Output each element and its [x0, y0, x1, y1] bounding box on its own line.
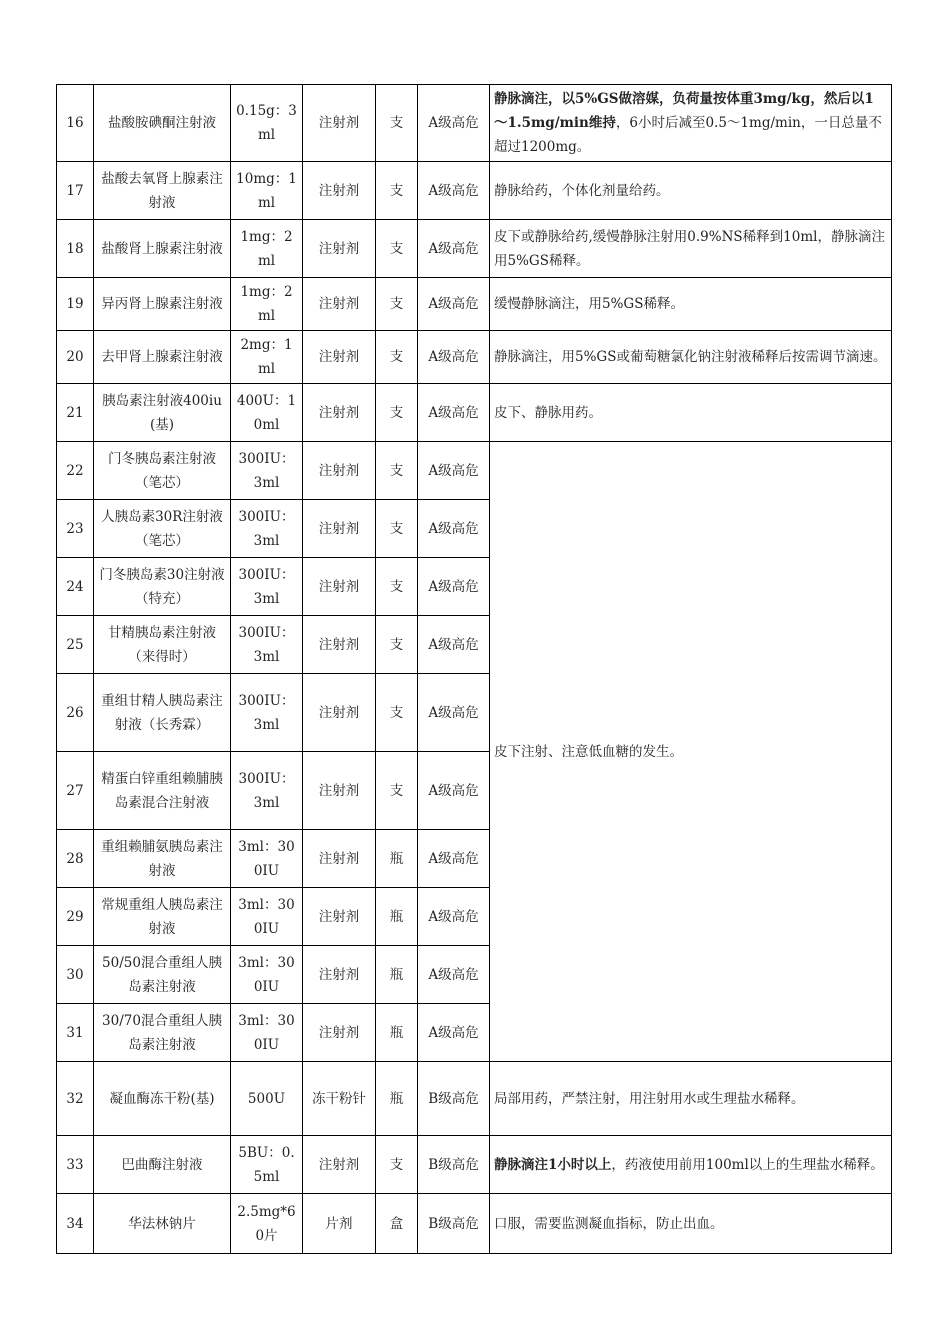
- dosage-form-cell: 注射剂: [303, 1136, 376, 1194]
- row-number-cell: 32: [57, 1062, 94, 1136]
- drug-name-cell: 异丙肾上腺素注射液: [94, 278, 231, 331]
- risk-level-cell: B级高危: [418, 1062, 490, 1136]
- package-unit-cell: 支: [376, 500, 418, 558]
- usage-note-cell: [490, 1136, 892, 1194]
- table-row: [57, 442, 892, 500]
- row-number-cell: 18: [57, 220, 94, 278]
- dosage-form-cell: 注射剂: [303, 830, 376, 888]
- usage-note-cell: [490, 162, 892, 220]
- package-unit-cell: 支: [376, 278, 418, 331]
- risk-level-cell: B级高危: [418, 1194, 490, 1254]
- table-body: [57, 85, 892, 1254]
- table-row: [57, 162, 892, 220]
- drug-name-cell: 精蛋白锌重组赖脯胰岛素混合注射液: [94, 752, 231, 830]
- usage-note-text: ，6小时后减至0.5～1mg/min，一日总量不超过1200mg。: [494, 115, 882, 155]
- risk-level-cell: A级高危: [418, 830, 490, 888]
- package-unit-cell: 支: [376, 220, 418, 278]
- usage-note-cell: [490, 1194, 892, 1254]
- drug-name-cell: 胰岛素注射液400iu(基): [94, 384, 231, 442]
- usage-note-text: 静脉滴注，用5%GS或葡萄糖氯化钠注射液稀释后按需调节滴速。: [494, 349, 887, 365]
- package-unit-cell: 瓶: [376, 1062, 418, 1136]
- usage-note-cell: [490, 331, 892, 384]
- table-row: [57, 384, 892, 442]
- package-unit-cell: 瓶: [376, 830, 418, 888]
- package-unit-cell: 支: [376, 162, 418, 220]
- row-number-cell: 20: [57, 331, 94, 384]
- package-unit-cell: 支: [376, 442, 418, 500]
- row-number-cell: 28: [57, 830, 94, 888]
- dosage-form-cell: 注射剂: [303, 888, 376, 946]
- drug-name-cell: 常规重组人胰岛素注射液: [94, 888, 231, 946]
- drug-spec-cell: 300IU：3ml: [231, 558, 303, 616]
- table-row: [57, 220, 892, 278]
- drug-spec-cell: 3ml：300IU: [231, 888, 303, 946]
- dosage-form-cell: 注射剂: [303, 946, 376, 1004]
- package-unit-cell: 支: [376, 616, 418, 674]
- risk-level-cell: A级高危: [418, 162, 490, 220]
- row-number-cell: 21: [57, 384, 94, 442]
- row-number-cell: 30: [57, 946, 94, 1004]
- drug-name-cell: 盐酸胺碘酮注射液: [94, 85, 231, 162]
- package-unit-cell: 瓶: [376, 888, 418, 946]
- drug-spec-cell: 500U: [231, 1062, 303, 1136]
- table-row: [57, 1136, 892, 1194]
- drug-spec-cell: 0.15g：3ml: [231, 85, 303, 162]
- dosage-form-cell: 注射剂: [303, 752, 376, 830]
- table-row: [57, 331, 892, 384]
- dosage-form-cell: 注射剂: [303, 674, 376, 752]
- usage-note-text: 静脉给药，个体化剂量给药。: [494, 182, 670, 199]
- drug-spec-cell: 3ml：300IU: [231, 946, 303, 1004]
- package-unit-cell: 支: [376, 558, 418, 616]
- row-number-cell: 23: [57, 500, 94, 558]
- risk-level-cell: A级高危: [418, 616, 490, 674]
- risk-level-cell: A级高危: [418, 331, 490, 384]
- dosage-form-cell: 注射剂: [303, 162, 376, 220]
- row-number-cell: 22: [57, 442, 94, 500]
- drug-spec-cell: 1mg：2ml: [231, 220, 303, 278]
- drug-spec-cell: 10mg：1ml: [231, 162, 303, 220]
- risk-level-cell: A级高危: [418, 500, 490, 558]
- dosage-form-cell: 注射剂: [303, 616, 376, 674]
- risk-level-cell: A级高危: [418, 752, 490, 830]
- package-unit-cell: 瓶: [376, 946, 418, 1004]
- row-number-cell: 31: [57, 1004, 94, 1062]
- table-row: [57, 1062, 892, 1136]
- usage-note-cell: [490, 278, 892, 331]
- usage-note-cell: [490, 220, 892, 278]
- row-number-cell: 17: [57, 162, 94, 220]
- usage-note-cell: [490, 384, 892, 442]
- risk-level-cell: B级高危: [418, 1136, 490, 1194]
- usage-note-cell: [490, 1062, 892, 1136]
- row-number-cell: 33: [57, 1136, 94, 1194]
- drug-name-cell: 巴曲酶注射液: [94, 1136, 231, 1194]
- drug-name-cell: 门冬胰岛素注射液（笔芯）: [94, 442, 231, 500]
- drug-name-cell: 盐酸肾上腺素注射液: [94, 220, 231, 278]
- risk-level-cell: A级高危: [418, 278, 490, 331]
- drug-spec-cell: 300IU：3ml: [231, 500, 303, 558]
- dosage-form-cell: 片剂: [303, 1194, 376, 1254]
- drug-spec-cell: 400U：10ml: [231, 384, 303, 442]
- dosage-form-cell: 冻干粉针: [303, 1062, 376, 1136]
- dosage-form-cell: 注射剂: [303, 331, 376, 384]
- drug-name-cell: 盐酸去氧肾上腺素注射液: [94, 162, 231, 220]
- dosage-form-cell: 注射剂: [303, 384, 376, 442]
- drug-name-cell: 重组甘精人胰岛素注射液（长秀霖）: [94, 674, 231, 752]
- package-unit-cell: 支: [376, 331, 418, 384]
- drug-name-cell: 重组赖脯氨胰岛素注射液: [94, 830, 231, 888]
- usage-note-text: 缓慢静脉滴注，用5%GS稀释。: [494, 296, 684, 312]
- usage-note-cell: [490, 442, 892, 1062]
- drug-spec-cell: 300IU：3ml: [231, 616, 303, 674]
- dosage-form-cell: 注射剂: [303, 442, 376, 500]
- drug-spec-cell: 300IU：3ml: [231, 674, 303, 752]
- risk-level-cell: A级高危: [418, 946, 490, 1004]
- usage-note-text: 静脉滴注，以5%GS做溶媒，负荷量按体重3mg/kg，然后以1～1.5mg/min维持: [494, 91, 874, 131]
- risk-level-cell: A级高危: [418, 85, 490, 162]
- row-number-cell: 27: [57, 752, 94, 830]
- package-unit-cell: 支: [376, 752, 418, 830]
- drug-name-cell: 甘精胰岛素注射液（来得时）: [94, 616, 231, 674]
- dosage-form-cell: 注射剂: [303, 500, 376, 558]
- drug-name-cell: 去甲肾上腺素注射液: [94, 331, 231, 384]
- row-number-cell: 24: [57, 558, 94, 616]
- drug-spec-cell: 2.5mg*60片: [231, 1194, 303, 1254]
- drug-spec-cell: 3ml：300IU: [231, 830, 303, 888]
- drug-spec-cell: 1mg：2ml: [231, 278, 303, 331]
- usage-note-text: 皮下注射、注意低血糖的发生。: [494, 743, 683, 760]
- risk-level-cell: A级高危: [418, 220, 490, 278]
- dosage-form-cell: 注射剂: [303, 558, 376, 616]
- usage-note-text: 口服，需要监测凝血指标，防止出血。: [494, 1215, 724, 1232]
- risk-level-cell: A级高危: [418, 888, 490, 946]
- usage-note-text: ，药液使用前用100ml以上的生理盐水稀释。: [611, 1156, 884, 1173]
- usage-note-cell: [490, 85, 892, 162]
- row-number-cell: 29: [57, 888, 94, 946]
- dosage-form-cell: 注射剂: [303, 1004, 376, 1062]
- risk-level-cell: A级高危: [418, 442, 490, 500]
- risk-level-cell: A级高危: [418, 674, 490, 752]
- usage-note-text: 局部用药，严禁注射，用注射用水或生理盐水稀释。: [494, 1090, 805, 1107]
- row-number-cell: 16: [57, 85, 94, 162]
- package-unit-cell: 盒: [376, 1194, 418, 1254]
- dosage-form-cell: 注射剂: [303, 220, 376, 278]
- package-unit-cell: 支: [376, 674, 418, 752]
- row-number-cell: 25: [57, 616, 94, 674]
- drug-spec-cell: 300IU：3ml: [231, 442, 303, 500]
- package-unit-cell: 支: [376, 85, 418, 162]
- row-number-cell: 34: [57, 1194, 94, 1254]
- dosage-form-cell: 注射剂: [303, 85, 376, 162]
- row-number-cell: 26: [57, 674, 94, 752]
- usage-note-text: 皮下、静脉用药。: [494, 404, 602, 421]
- drug-spec-cell: 300IU：3ml: [231, 752, 303, 830]
- risk-level-cell: A级高危: [418, 558, 490, 616]
- table-row: [57, 1194, 892, 1254]
- drug-table: [56, 84, 892, 1254]
- package-unit-cell: 瓶: [376, 1004, 418, 1062]
- row-number-cell: 19: [57, 278, 94, 331]
- drug-name-cell: 人胰岛素30R注射液（笔芯）: [94, 500, 231, 558]
- package-unit-cell: 支: [376, 1136, 418, 1194]
- usage-note-text: 静脉滴注1小时以上: [494, 1156, 612, 1173]
- drug-spec-cell: 2mg：1ml: [231, 331, 303, 384]
- drug-name-cell: 华法林钠片: [94, 1194, 231, 1254]
- drug-name-cell: 30/70混合重组人胰岛素注射液: [94, 1004, 231, 1062]
- package-unit-cell: 支: [376, 384, 418, 442]
- drug-spec-cell: 5BU：0.5ml: [231, 1136, 303, 1194]
- table-row: [57, 85, 892, 162]
- drug-name-cell: 50/50混合重组人胰岛素注射液: [94, 946, 231, 1004]
- usage-note-text: 皮下或静脉给药,缓慢静脉注射用0.9%NS稀释到10ml，静脉滴注用5%GS稀释。: [494, 228, 885, 269]
- dosage-form-cell: 注射剂: [303, 278, 376, 331]
- drug-spec-cell: 3ml：300IU: [231, 1004, 303, 1062]
- risk-level-cell: A级高危: [418, 384, 490, 442]
- drug-name-cell: 凝血酶冻干粉(基): [94, 1062, 231, 1136]
- risk-level-cell: A级高危: [418, 1004, 490, 1062]
- drug-name-cell: 门冬胰岛素30注射液（特充）: [94, 558, 231, 616]
- table-row: [57, 278, 892, 331]
